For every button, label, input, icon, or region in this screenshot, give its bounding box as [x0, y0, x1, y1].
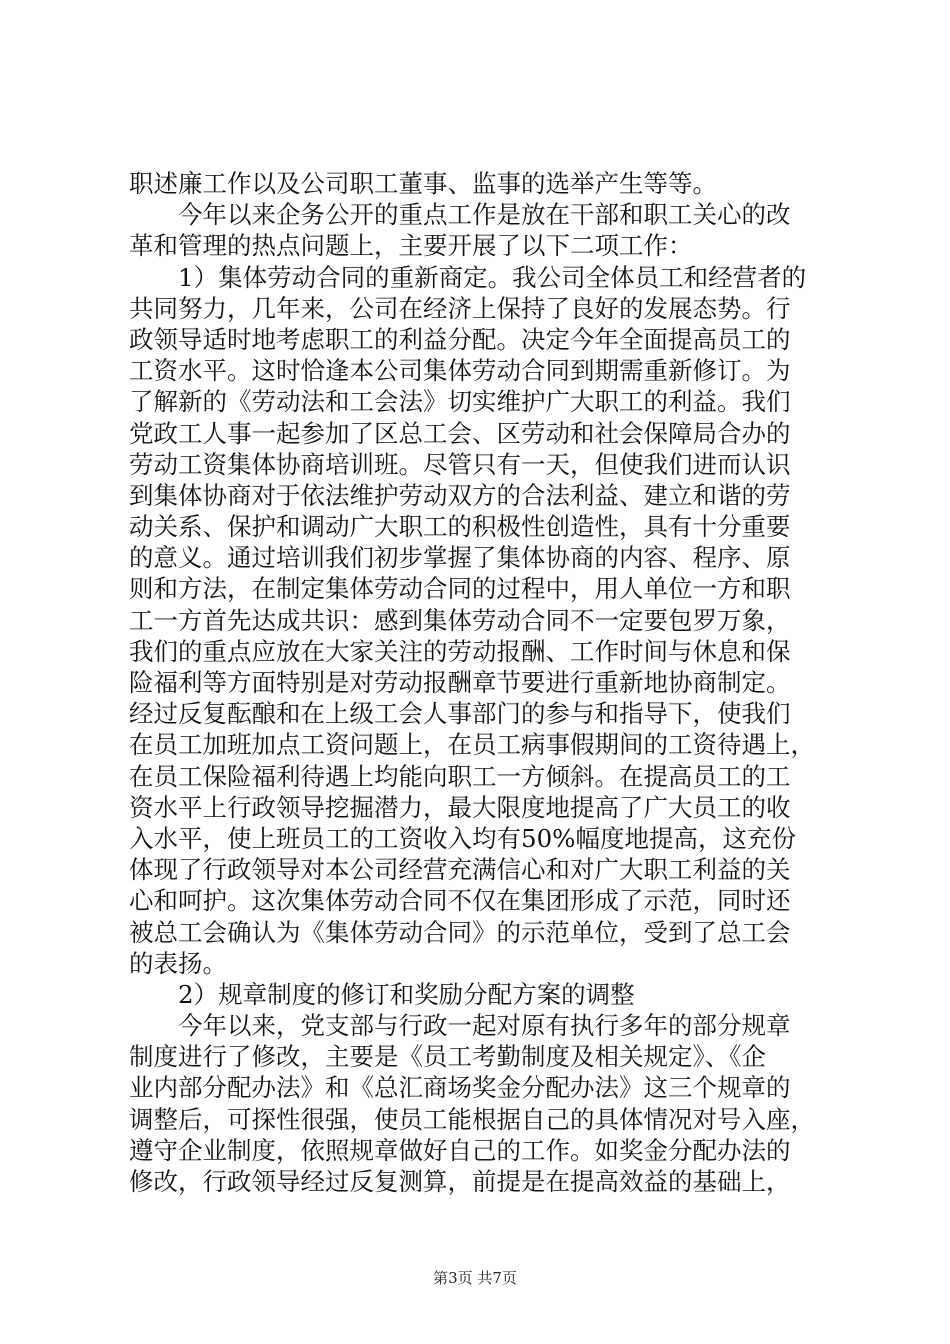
- text-line: 体现了行政领导对本公司经营充满信心和对广大职工利益的关: [129, 855, 791, 885]
- text-line: 2）规章制度的修订和奖励分配方案的调整: [178, 979, 635, 1009]
- text-line: 政领导适时地考虑职工的利益分配。决定今年全面提高员工的: [129, 324, 791, 354]
- text-line: 调整后，可探性很强，使员工能根据自己的具体情况对号入座，: [129, 1104, 815, 1134]
- text-line: 遵守企业制度，依照规章做好自己的工作。如奖金分配办法的: [129, 1135, 791, 1165]
- text-line: 修改，行政领导经过反复测算，前提是在提高效益的基础上，: [129, 1167, 791, 1196]
- text-line: 险福利等方面特别是对劳动报酬章节要进行重新地协商制定。: [129, 668, 791, 697]
- text-line: 今年以来企务公开的重点工作是放在干部和职工关心的改: [178, 200, 791, 230]
- body-text: [129, 168, 834, 1197]
- page-footer: 第3页 共7页: [433, 1269, 517, 1287]
- text-line: 我们的重点应放在大家关注的劳动报酬、工作时间与休息和保: [129, 636, 791, 666]
- text-line: 则和方法，在制定集体劳动合同的过程中，用人单位一方和职: [129, 574, 791, 604]
- text-line: 的表扬。: [129, 948, 227, 978]
- text-line: 动关系、保护和调动广大职工的积极性创造性，具有十分重要: [129, 512, 791, 542]
- text-line: 到集体协商对于依法维护劳动双方的合法利益、建立和谐的劳: [129, 480, 791, 510]
- text-line: 被总工会确认为《集体劳动合同》的示范单位，受到了总工会: [129, 917, 791, 947]
- text-line: 职述廉工作以及公司职工董事、监事的选举产生等等。: [129, 169, 717, 198]
- text-line: 党政工人事一起参加了区总工会、区劳动和社会保障局合办的: [129, 418, 791, 448]
- text-line: 业内部分配办法》和《总汇商场奖金分配办法》这三个规章的: [129, 1073, 791, 1103]
- text-line: 在员工加班加点工资问题上，在员工病事假期间的工资待遇上，: [129, 730, 815, 760]
- text-line: 制度进行了修改，主要是《员工考勤制度及相关规定》、《企: [129, 1042, 766, 1072]
- text-line: 工资水平。这时恰逢本公司集体劳动合同到期需重新修订。为: [129, 356, 791, 386]
- text-line: 共同努力，几年来，公司在经济上保持了良好的发展态势。行: [129, 293, 791, 323]
- text-line: 1）集体劳动合同的重新商定。我公司全体员工和经营者的: [178, 262, 807, 292]
- text-line: 在员工保险福利待遇上均能向职工一方倾斜。在提高员工的工: [129, 761, 791, 791]
- text-line: 资水平上行政领导挖掘潜力，最大限度地提高了广大员工的收: [129, 792, 791, 822]
- text-line: 经过反复酝酿和在上级工会人事部门的参与和指导下，使我们: [129, 699, 791, 729]
- text-line: 劳动工资集体协商培训班。尽管只有一天，但使我们进而认识: [129, 449, 791, 479]
- text-line: 入水平，使上班员工的工资收入均有50%幅度地提高，这充份: [129, 823, 796, 853]
- text-line: 的意义。通过培训我们初步掌握了集体协商的内容、程序、原: [129, 543, 791, 573]
- text-line: 心和呵护。这次集体劳动合同不仅在集团形成了示范，同时还: [129, 886, 791, 916]
- text-line: 今年以来，党支部与行政一起对原有执行多年的部分规章: [178, 1011, 791, 1041]
- text-line: 革和管理的热点问题上，主要开展了以下二项工作：: [129, 231, 693, 261]
- text-line: 工一方首先达成共识：感到集体劳动合同不一定要包罗万象，: [129, 605, 791, 635]
- text-line: 了解新的《劳动法和工会法》切实维护广大职工的利益。我们: [129, 387, 791, 417]
